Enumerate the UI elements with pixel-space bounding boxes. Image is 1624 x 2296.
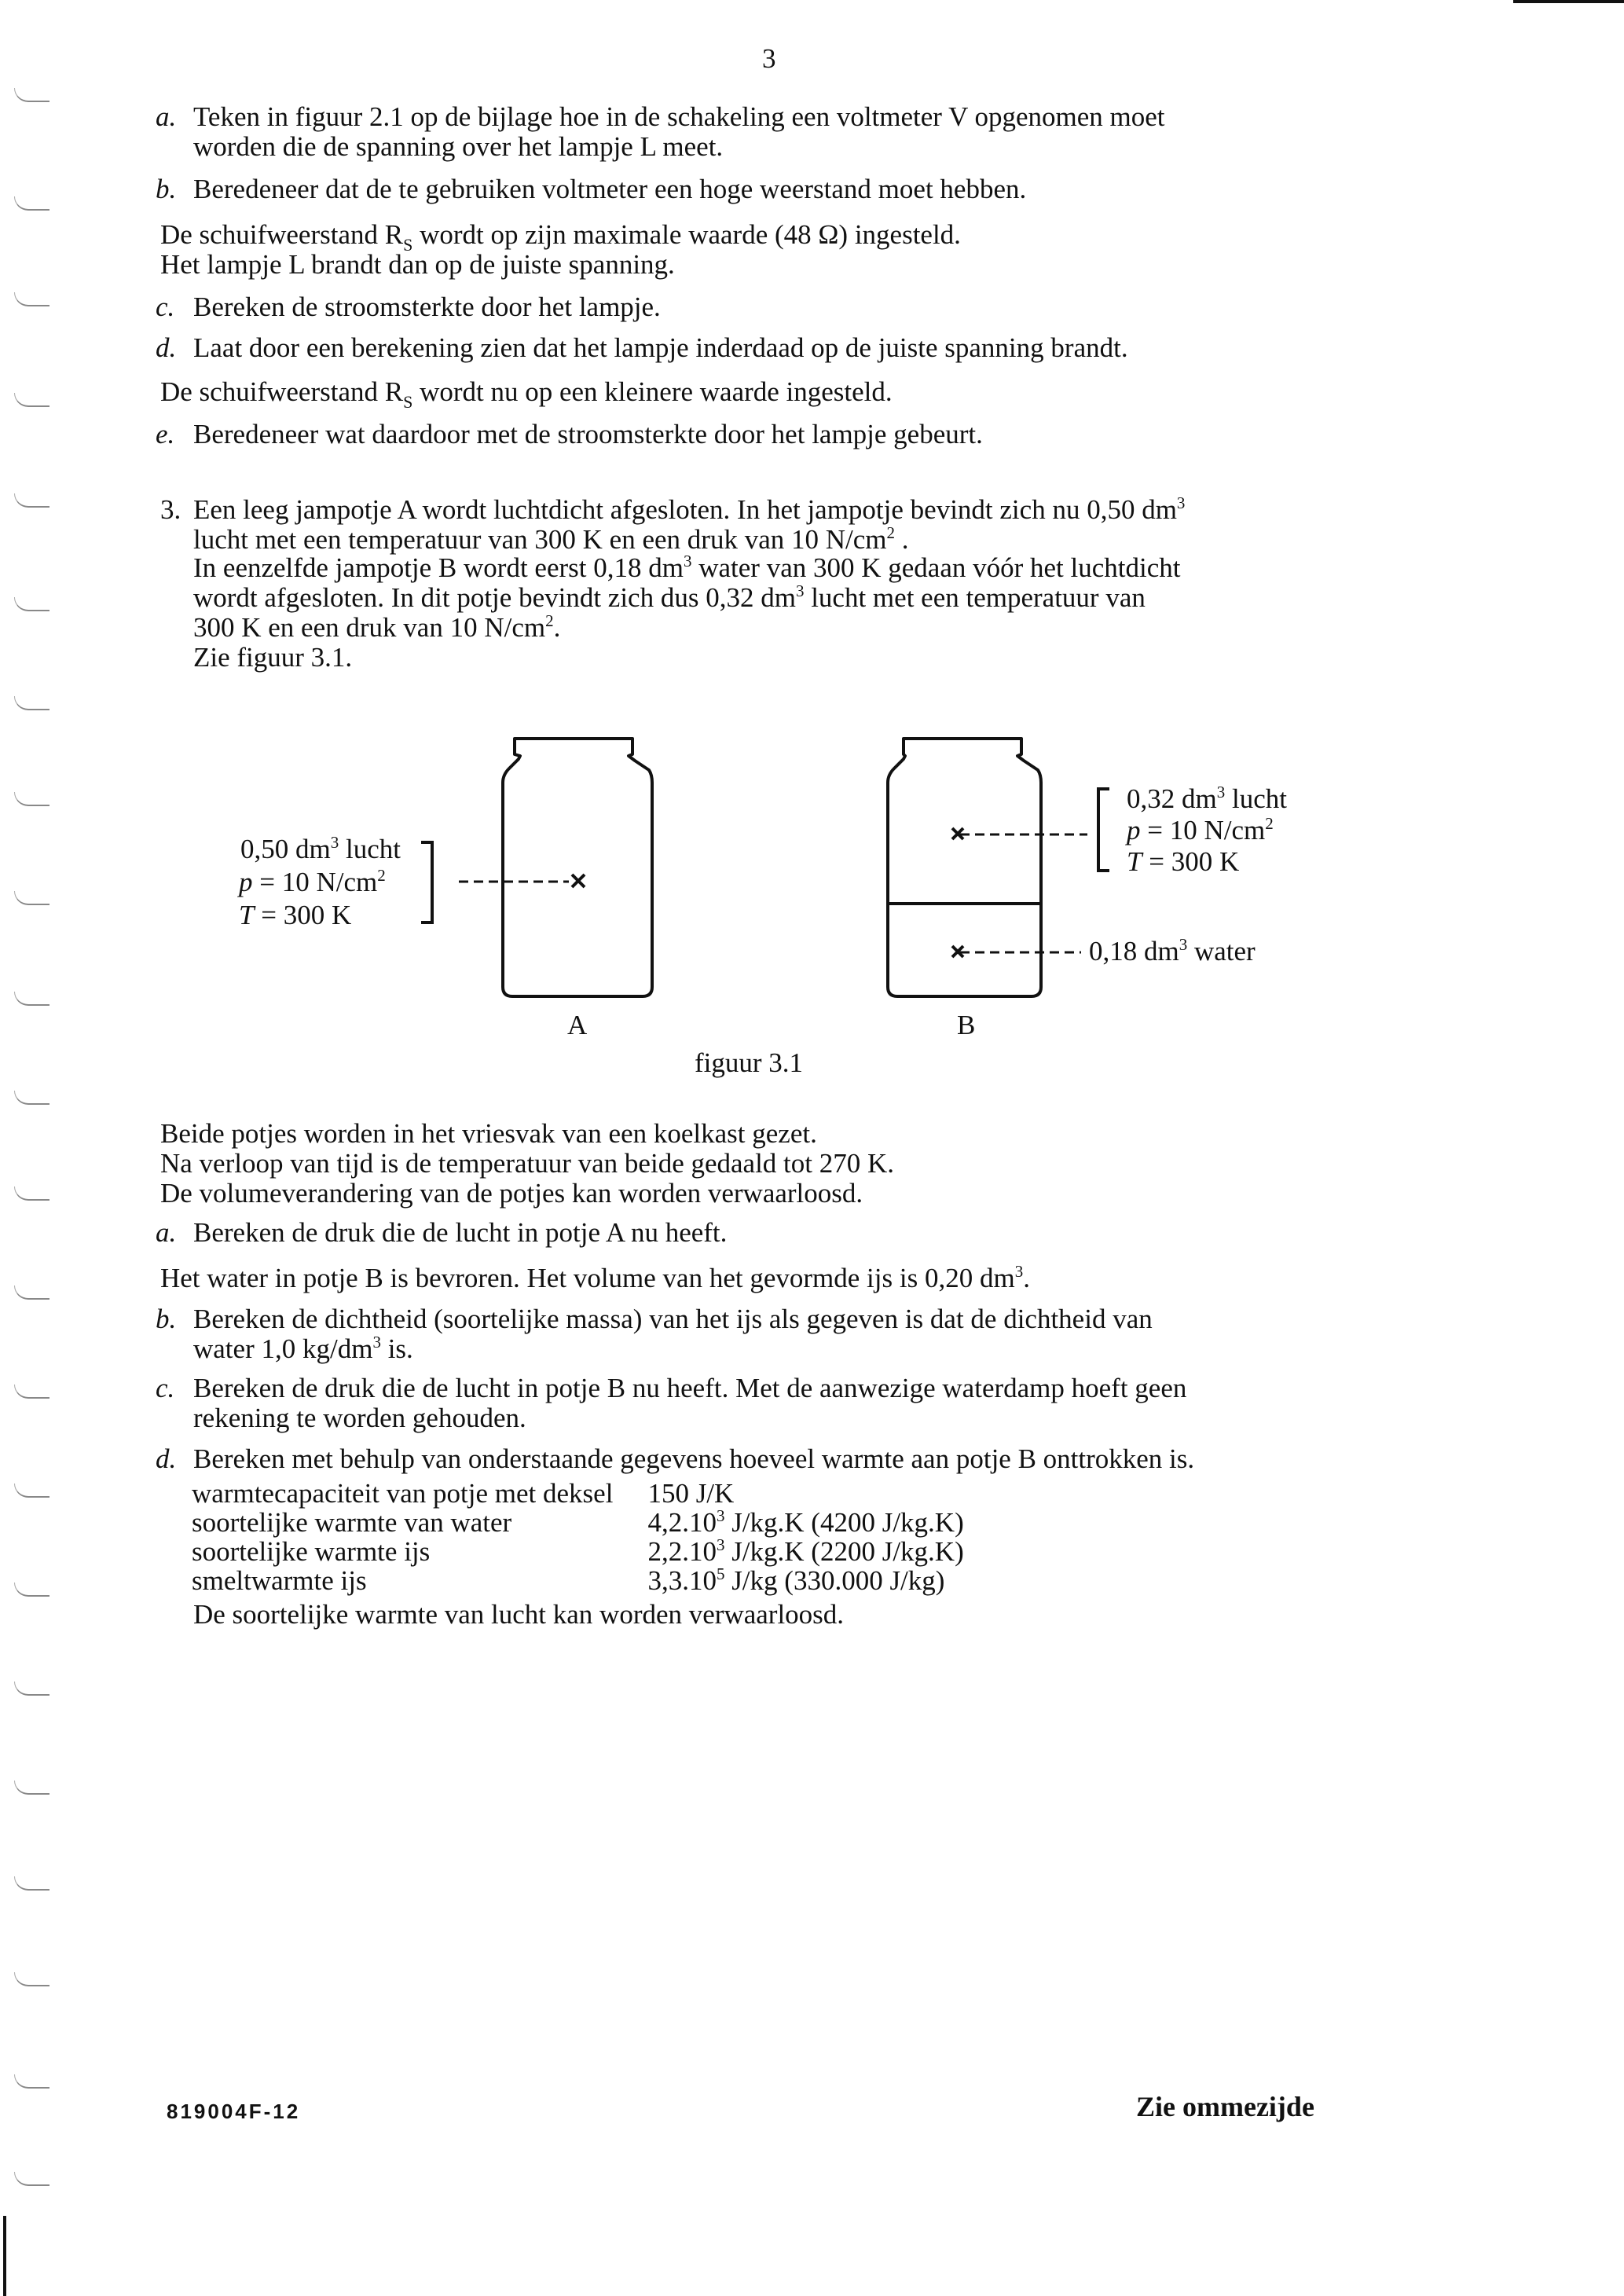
q2-e-text: Beredeneer wat daardoor met de stroomsterkte door het lampje gebeurt.: [193, 419, 983, 449]
q3-line-3: In eenzelfde jampotje B wordt eerst 0,18 $dm^3$ water van 300 K gedaan vóór het luchtdicht: [193, 552, 1181, 583]
table-row: [192, 1508, 964, 1537]
q2-b-text: Beredeneer dat de te gebruiken voltmeter een hoge weerstand moet hebben.: [193, 174, 1027, 204]
table-cell-value: 150 J/K: [647, 1478, 735, 1509]
q3-line-6: Zie figuur 3.1.: [193, 642, 353, 673]
q2-a-line1: Teken in figuur 2.1 op de bijlage hoe in de schakeling een voltmeter V opgenomen moet: [193, 101, 1165, 132]
jar-b-water: 0,18 $dm^3$ water: [1089, 935, 1256, 966]
table-row: [192, 1479, 964, 1508]
footer-note: Zie ommezijde: [1136, 2091, 1314, 2122]
q3-line-1: Een leeg jampotje A wordt luchtdicht afgesloten. In het jampotje bevindt zich nu 0,50 $dm^3$: [193, 493, 1186, 525]
page-number: 3: [762, 43, 776, 74]
q3-data-table: [192, 1479, 964, 1595]
q3-mid: Het water in potje B is bevroren. Het volume van het gevormde ijs is 0,20 $dm^3$.: [160, 1262, 1030, 1293]
table-cell-quantity: soortelijke warmte van water: [192, 1507, 512, 1538]
jar-b-temperature: T = 300 K: [1127, 846, 1240, 877]
q2-e-label: e.: [156, 419, 175, 449]
q3-number: 3.: [160, 494, 181, 525]
jar-b-bracket: [1098, 789, 1109, 871]
jar-a-outline: [503, 739, 652, 996]
q2-intro-1: De schuifweerstand $R_S$ wordt op zijn maximale waarde (48 Ω) ingesteld.: [160, 219, 961, 255]
jar-b-pressure: p = 10 $N/cm^2$: [1127, 814, 1274, 845]
jar-a-cross: [572, 875, 585, 887]
q2-intro-3: De schuifweerstand $R_S$ wordt nu op een kleinere waarde ingesteld.: [160, 376, 893, 412]
jar-a-bracket: [421, 842, 432, 922]
q3-b-line2: water 1,0 $kg/dm^3$ is.: [193, 1333, 413, 1364]
q3-b-line1: Bereken de dichtheid (soortelijke massa) van het ijs als gegeven is dat de dichtheid van: [193, 1304, 1153, 1334]
q3-after-3: De volumeverandering van de potjes kan worden verwaarloosd.: [160, 1178, 863, 1209]
cross-markers: [572, 828, 963, 957]
q3-d-text: Bereken met behulp van onderstaande gegevens hoeveel warmte aan potje B onttrokken is.: [193, 1443, 1195, 1474]
q3-after-2: Na verloop van tijd is de temperatuur van beide gedaald tot 270 K.: [160, 1148, 895, 1179]
q3-c-label: c.: [156, 1373, 175, 1403]
q3-line-4: wordt afgesloten. In dit potje bevindt zich dus 0,32 $dm^3$ lucht met een temperatuur van: [193, 581, 1146, 613]
jar-a-label: A: [567, 1010, 588, 1040]
q2-d-text: Laat door een berekening zien dat het lampje inderdaad op de juiste spanning brandt.: [193, 332, 1128, 363]
jar-b-outline: [888, 739, 1041, 996]
q2-c-text: Bereken de stroomsterkte door het lampje.: [193, 292, 661, 322]
q2-intro-2: Het lampje L brandt dan op de juiste spanning.: [160, 249, 675, 280]
table-cell-quantity: soortelijke warmte ijs: [192, 1536, 431, 1567]
table-row: [192, 1537, 964, 1566]
q3-c-line1: Bereken de druk die de lucht in potje B nu heeft. Met de aanwezige waterdamp hoeft geen: [193, 1373, 1187, 1403]
figure-caption: figuur 3.1: [695, 1047, 804, 1078]
q3-closing: De soortelijke warmte van lucht kan worden verwaarloosd.: [193, 1599, 845, 1630]
table-cell-value: 3,3.10$^5$ J/kg (330.000 J/kg): [647, 1564, 945, 1596]
q3-d-label: d.: [156, 1443, 177, 1474]
table-cell-value: 2,2.10$^3$ J/kg.K (2200 J/kg.K): [647, 1535, 964, 1567]
table-row: [192, 1566, 964, 1595]
q2-b-label: b.: [156, 174, 177, 204]
page-edge-mark: [3, 2216, 6, 2296]
jar-a-pressure: p = 10 $N/cm^2$: [239, 866, 386, 897]
table-cell-quantity: smeltwarmte ijs: [192, 1565, 367, 1596]
jar-a-temperature: T = 300 K: [239, 900, 352, 930]
q3-line-2: lucht met een temperatuur van 300 K en een druk van 10 $N/cm^2$ .: [193, 523, 909, 555]
q3-a-text: Bereken de druk die de lucht in potje A nu heeft.: [193, 1217, 728, 1248]
jar-b-label: B: [957, 1010, 976, 1040]
q3-c-line2: rekening te worden gehouden.: [193, 1403, 526, 1433]
q3-a-label: a.: [156, 1217, 177, 1248]
table-cell-value: 4,2.10$^3$ J/kg.K (4200 J/kg.K): [647, 1506, 964, 1538]
q2-a-label: a.: [156, 101, 177, 132]
figure-3-1: [0, 0, 1624, 1100]
q2-d-label: d.: [156, 332, 177, 363]
q3-b-label: b.: [156, 1304, 177, 1334]
q3-after-1: Beide potjes worden in het vriesvak van een koelkast gezet.: [160, 1118, 817, 1149]
jar-b-volume: 0,32 $dm^3$ lucht: [1127, 783, 1287, 814]
footer-code: 819004F-12: [167, 2100, 301, 2123]
q3-line-5: 300 K en een druk van 10 $N/cm^2$.: [193, 611, 561, 643]
table-cell-quantity: warmtecapaciteit van potje met deksel: [192, 1478, 614, 1509]
q2-a-line2: worden die de spanning over het lampje L meet.: [193, 131, 724, 162]
jar-a-volume: 0,50 $dm^3$ lucht: [240, 833, 401, 864]
q2-c-label: c.: [156, 292, 175, 322]
